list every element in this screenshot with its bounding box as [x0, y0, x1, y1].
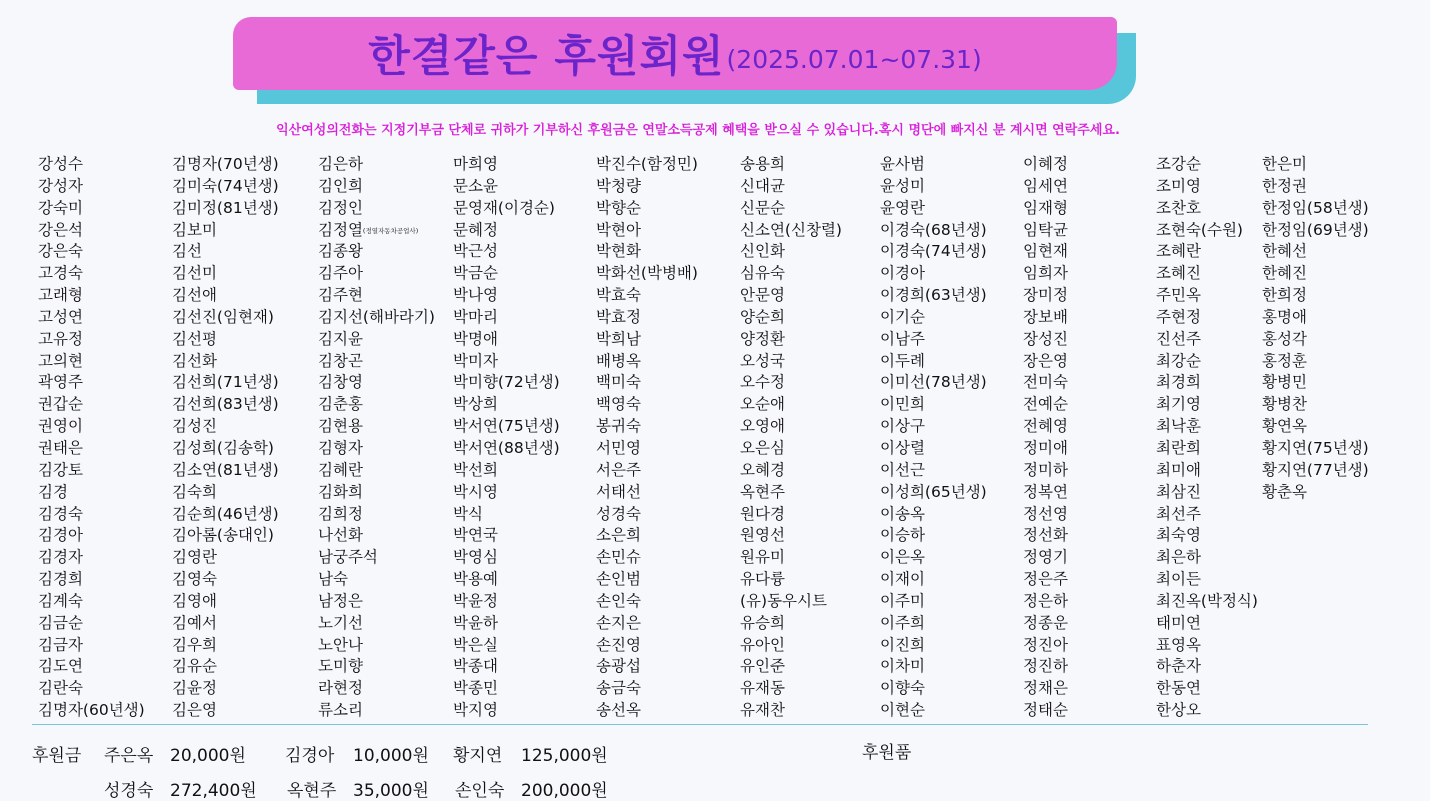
member-name: 최은하 — [1156, 548, 1201, 567]
member-name: 김우희 — [172, 635, 217, 654]
member-name: 김선희(83년생) — [172, 395, 279, 414]
member-name: 정채은 — [1023, 679, 1068, 698]
member-name: 이향숙 — [880, 679, 925, 698]
member-name: 장은영 — [1023, 351, 1068, 370]
member-name: 박명애 — [453, 329, 498, 348]
member-name: 송금숙 — [596, 679, 641, 698]
member-name: 신대균 — [740, 176, 785, 195]
member-name: 이기순 — [880, 307, 925, 326]
member-name: 신인화 — [740, 242, 785, 261]
member-name: 유재동 — [740, 679, 785, 698]
member-name: 박윤정 — [453, 591, 498, 610]
member-column — [1156, 154, 1258, 722]
member-name: 김영숙 — [172, 570, 217, 589]
member-name: 노기선 — [318, 613, 363, 632]
donation-amount: 200,000원 — [521, 781, 608, 801]
member-column — [880, 154, 987, 722]
donation-amount: 272,400원 — [170, 781, 257, 801]
member-name: 손진영 — [596, 635, 641, 654]
member-name: 원다경 — [740, 504, 785, 523]
member-name: 장미정 — [1023, 286, 1068, 305]
member-name: 이두례 — [880, 351, 925, 370]
member-name: 박금순 — [453, 264, 498, 283]
member-name: 최숙영 — [1156, 526, 1201, 545]
member-name: 김혜란 — [318, 460, 363, 479]
member-name: 마희영 — [453, 155, 498, 173]
member-name: 강은숙 — [38, 242, 83, 261]
member-name: 권영이 — [38, 417, 83, 436]
member-column — [453, 154, 560, 722]
member-name: 박진수(함정민) — [596, 155, 698, 173]
member-name: 이경숙(68년생) — [880, 220, 987, 239]
member-name: 박지영 — [453, 701, 498, 720]
member-name: 한은미 — [1262, 155, 1307, 173]
member-name: 이성희(65년생) — [880, 482, 987, 501]
member-name: 임탁균 — [1023, 220, 1068, 239]
member-name: 한정임(58년생) — [1262, 198, 1369, 217]
donation-amount: 10,000원 — [353, 746, 429, 766]
member-name: 김선미 — [172, 264, 217, 283]
member-name: 조현숙(수원) — [1156, 220, 1243, 239]
member-name: 주현정 — [1156, 307, 1201, 326]
member-name: 배병옥 — [596, 351, 641, 370]
member-name: 홍정훈 — [1262, 351, 1307, 370]
member-name: 김윤정 — [172, 679, 217, 698]
member-name: 김정열(정열자동차공업사) — [318, 220, 419, 239]
member-name: 송광섭 — [596, 657, 641, 676]
member-name: 백미숙 — [596, 373, 641, 392]
member-name: 남숙 — [318, 570, 348, 589]
member-name: 강은석 — [38, 220, 83, 239]
donor-name: 손인숙 — [455, 781, 505, 801]
member-column — [1023, 154, 1068, 722]
member-name: 김선평 — [172, 329, 217, 348]
member-name: 김소연(81년생) — [172, 460, 279, 479]
member-name: 유인준 — [740, 657, 785, 676]
member-name: 박청량 — [596, 176, 641, 195]
member-name: 정은주 — [1023, 570, 1068, 589]
member-name: 박종민 — [453, 679, 498, 698]
member-name: 오영애 — [740, 417, 785, 436]
member-name: 김금자 — [38, 635, 83, 654]
member-name: 정종운 — [1023, 613, 1068, 632]
title-period: (2025.07.01~07.31) — [726, 45, 982, 74]
member-name: 권태은 — [38, 438, 83, 457]
member-name: 김계숙 — [38, 591, 83, 610]
member-name: 진선주 — [1156, 329, 1201, 348]
member-name: 김희정 — [318, 504, 363, 523]
member-name: 손민슈 — [596, 548, 641, 567]
member-name: 장성진 — [1023, 329, 1068, 348]
member-name: 이주희 — [880, 613, 925, 632]
member-name: 정태순 — [1023, 701, 1068, 720]
donor-name: 성경숙 — [104, 781, 154, 801]
member-name: 한정임(69년생) — [1262, 220, 1369, 239]
member-name: 정미애 — [1023, 438, 1068, 457]
member-name: 조강순 — [1156, 155, 1201, 173]
member-name: 김선화 — [172, 351, 217, 370]
member-name: 김은영 — [172, 701, 217, 720]
member-name: 정선화 — [1023, 526, 1068, 545]
member-name: 도미향 — [318, 657, 363, 676]
member-name: 김아롬(송대인) — [172, 526, 274, 545]
member-name: 박미향(72년생) — [453, 373, 560, 392]
member-column — [38, 154, 145, 722]
member-name: 오순애 — [740, 395, 785, 414]
member-name: 나선화 — [318, 526, 363, 545]
member-name: 양순희 — [740, 307, 785, 326]
member-name: 이미선(78년생) — [880, 373, 987, 392]
member-name: 박효정 — [596, 307, 641, 326]
member-name: 표영옥 — [1156, 635, 1201, 654]
member-name: 문영재(이경순) — [453, 198, 555, 217]
member-name: 이민희 — [880, 395, 925, 414]
donation-amount: 20,000원 — [170, 746, 246, 766]
member-name: 박서연(75년생) — [453, 417, 560, 436]
member-name: 고성연 — [38, 307, 83, 326]
member-name: 유재찬 — [740, 701, 785, 720]
member-name: 심유숙 — [740, 264, 785, 283]
member-name: 김선애 — [172, 286, 217, 305]
member-column — [596, 154, 698, 722]
member-name: 김지윤 — [318, 329, 363, 348]
goods-label: 후원품 — [862, 743, 912, 763]
member-name: 김보미 — [172, 220, 217, 239]
member-name: 이경희(63년생) — [880, 286, 987, 305]
member-name: 박희남 — [596, 329, 641, 348]
member-name: 원유미 — [740, 548, 785, 567]
member-name: 김선희(71년생) — [172, 373, 279, 392]
member-name: 박은실 — [453, 635, 498, 654]
member-name: 김인희 — [318, 176, 363, 195]
member-name: 김경희 — [38, 570, 83, 589]
member-name: 최미애 — [1156, 460, 1201, 479]
donation-label: 후원금 — [32, 746, 82, 766]
member-name: 김미숙(74년생) — [172, 176, 279, 195]
notice-text: 익산여성의전화는 지정기부금 단체로 귀하가 기부하신 후원금은 연말소득공제 혜택을 받으실 수 있습니다.혹시 명단에 빠지신 분 계시면 연락주세요. — [276, 123, 1120, 138]
member-name: 김선진(임현재) — [172, 307, 274, 326]
member-name: 오은심 — [740, 438, 785, 457]
member-name: 서민영 — [596, 438, 641, 457]
member-name: 김영란 — [172, 548, 217, 567]
member-name: 이상구 — [880, 417, 925, 436]
member-name: 박향순 — [596, 198, 641, 217]
member-name: 유승희 — [740, 613, 785, 632]
member-name: 김주현 — [318, 286, 363, 305]
member-name: 양정환 — [740, 329, 785, 348]
member-name: 한희정 — [1262, 286, 1307, 305]
member-name: 이진희 — [880, 635, 925, 654]
member-column — [318, 154, 435, 722]
member-name: 홍명애 — [1262, 307, 1307, 326]
member-name: 박상희 — [453, 395, 498, 414]
member-name: 손인범 — [596, 570, 641, 589]
member-name: 송용희 — [740, 155, 785, 173]
donor-name: 황지연 — [453, 746, 503, 766]
member-name: 정진아 — [1023, 635, 1068, 654]
member-name: 문혜정 — [453, 220, 498, 239]
member-name: 최삼진 — [1156, 482, 1201, 501]
member-name: 성경숙 — [596, 504, 641, 523]
member-name: 김강토 — [38, 460, 83, 479]
member-name: 박현화 — [596, 242, 641, 261]
member-name: 소은희 — [596, 526, 641, 545]
member-name: 최강순 — [1156, 351, 1201, 370]
donor-name: 김경아 — [285, 746, 335, 766]
member-name: 김화희 — [318, 482, 363, 501]
member-name: 이송옥 — [880, 504, 925, 523]
member-name: 김정인 — [318, 198, 363, 217]
member-name: 전미숙 — [1023, 373, 1068, 392]
member-name: 윤성미 — [880, 176, 925, 195]
member-name: 김영애 — [172, 591, 217, 610]
member-name: 황춘옥 — [1262, 482, 1307, 501]
member-name: 이재이 — [880, 570, 925, 589]
member-name: 황병민 — [1262, 373, 1307, 392]
member-name: 이차미 — [880, 657, 925, 676]
member-name: 한동연 — [1156, 679, 1201, 698]
divider — [32, 724, 1368, 725]
member-name: 김경자 — [38, 548, 83, 567]
member-name: 라현정 — [318, 679, 363, 698]
member-name: 최낙훈 — [1156, 417, 1201, 436]
member-name: 김창영 — [318, 373, 363, 392]
member-name: 박시영 — [453, 482, 498, 501]
donation-amount: 125,000원 — [521, 746, 608, 766]
member-name: 이상렬 — [880, 438, 925, 457]
member-affiliation-note: (정열자동차공업사) — [362, 226, 419, 235]
member-name: 김경아 — [38, 526, 83, 545]
member-name: 하춘자 — [1156, 657, 1201, 676]
member-name: 정은하 — [1023, 591, 1068, 610]
member-name: 조혜진 — [1156, 264, 1201, 283]
member-name: 박용예 — [453, 570, 498, 589]
member-name: 유다륭 — [740, 570, 785, 589]
member-name: 이은옥 — [880, 548, 925, 567]
member-name: 김금순 — [38, 613, 83, 632]
member-name: 안문영 — [740, 286, 785, 305]
member-name: 황지연(77년생) — [1262, 460, 1369, 479]
member-name: 최이든 — [1156, 570, 1201, 589]
member-name: 손인숙 — [596, 591, 641, 610]
member-name: 최선주 — [1156, 504, 1201, 523]
member-name: 임재형 — [1023, 198, 1068, 217]
member-name: 조혜란 — [1156, 242, 1201, 261]
member-name: 고의현 — [38, 351, 83, 370]
member-name: 정선영 — [1023, 504, 1068, 523]
member-name: 박미자 — [453, 351, 498, 370]
member-name: 김명자(70년생) — [172, 155, 279, 173]
member-name: 황연옥 — [1262, 417, 1307, 436]
member-name: 박식 — [453, 504, 483, 523]
member-name: 김란숙 — [38, 679, 83, 698]
member-name: 류소리 — [318, 701, 363, 720]
member-name: 강숙미 — [38, 198, 83, 217]
member-name: 박선희 — [453, 460, 498, 479]
member-name: 박마리 — [453, 307, 498, 326]
member-name: 한혜진 — [1262, 264, 1307, 283]
member-name: 김종왕 — [318, 242, 363, 261]
member-name: 백영숙 — [596, 395, 641, 414]
member-name: (유)동우시트 — [740, 591, 827, 610]
member-name: 박나영 — [453, 286, 498, 305]
member-name: 김성희(김송학) — [172, 438, 274, 457]
member-name: 박윤하 — [453, 613, 498, 632]
member-name: 이경아 — [880, 264, 925, 283]
member-name: 이주미 — [880, 591, 925, 610]
donation-amount: 35,000원 — [353, 781, 429, 801]
member-name: 최경희 — [1156, 373, 1201, 392]
member-name: 김예서 — [172, 613, 217, 632]
member-name: 장보배 — [1023, 307, 1068, 326]
member-name: 전예순 — [1023, 395, 1068, 414]
member-name: 신문순 — [740, 198, 785, 217]
member-name: 주민옥 — [1156, 286, 1201, 305]
member-name: 김창곤 — [318, 351, 363, 370]
member-name: 이승하 — [880, 526, 925, 545]
member-name: 이혜정 — [1023, 155, 1068, 173]
member-name: 임세연 — [1023, 176, 1068, 195]
member-name: 남정은 — [318, 591, 363, 610]
member-name: 김주아 — [318, 264, 363, 283]
member-name: 신소연(신창렬) — [740, 220, 842, 239]
member-name: 김순희(46년생) — [172, 504, 279, 523]
member-name: 홍성각 — [1262, 329, 1307, 348]
member-name: 오수정 — [740, 373, 785, 392]
donor-name: 옥현주 — [287, 781, 337, 801]
page-title: 한결같은 후원회원 — [368, 32, 725, 82]
member-name: 봉귀숙 — [596, 417, 641, 436]
member-name: 박근성 — [453, 242, 498, 261]
member-name: 이현순 — [880, 701, 925, 720]
member-name: 한혜선 — [1262, 242, 1307, 261]
member-name: 김지선(해바라기) — [318, 307, 435, 326]
member-name: 서태선 — [596, 482, 641, 501]
member-name: 전혜영 — [1023, 417, 1068, 436]
member-column — [1262, 154, 1369, 504]
member-name: 김숙희 — [172, 482, 217, 501]
member-name: 유아인 — [740, 635, 785, 654]
member-name: 김유순 — [172, 657, 217, 676]
member-name: 남궁주석 — [318, 548, 378, 567]
member-name: 김경숙 — [38, 504, 83, 523]
member-name: 김현용 — [318, 417, 363, 436]
member-name: 정영기 — [1023, 548, 1068, 567]
member-name: 박서연(88년생) — [453, 438, 560, 457]
member-name: 김성진 — [172, 417, 217, 436]
member-name: 임희자 — [1023, 264, 1068, 283]
member-name: 김춘홍 — [318, 395, 363, 414]
member-name: 이선근 — [880, 460, 925, 479]
member-name: 고유정 — [38, 329, 83, 348]
member-name: 박종대 — [453, 657, 498, 676]
member-name: 윤사범 — [880, 155, 925, 173]
member-name: 윤영란 — [880, 198, 925, 217]
member-name: 한상오 — [1156, 701, 1201, 720]
member-name: 김도연 — [38, 657, 83, 676]
member-name: 최진옥(박정식) — [1156, 591, 1258, 610]
member-name: 정미하 — [1023, 460, 1068, 479]
member-name: 강성수 — [38, 155, 83, 173]
member-name: 조찬호 — [1156, 198, 1201, 217]
member-name: 최란희 — [1156, 438, 1201, 457]
member-name: 박효숙 — [596, 286, 641, 305]
member-name: 조미영 — [1156, 176, 1201, 195]
member-name: 서은주 — [596, 460, 641, 479]
member-name: 김선 — [172, 242, 202, 261]
member-name: 오성국 — [740, 351, 785, 370]
member-name: 원영선 — [740, 526, 785, 545]
member-name: 옥현주 — [740, 482, 785, 501]
member-name: 김미정(81년생) — [172, 198, 279, 217]
member-name: 김명자(60년생) — [38, 701, 145, 720]
member-name: 고래형 — [38, 286, 83, 305]
member-name: 태미연 — [1156, 613, 1201, 632]
member-name: 노안나 — [318, 635, 363, 654]
member-name: 한정권 — [1262, 176, 1307, 195]
member-name: 김은하 — [318, 155, 363, 173]
member-name: 송선옥 — [596, 701, 641, 720]
member-name: 권갑순 — [38, 395, 83, 414]
member-name: 문소윤 — [453, 176, 498, 195]
member-name: 박화선(박병배) — [596, 264, 698, 283]
member-name: 고경숙 — [38, 264, 83, 283]
member-name: 이남주 — [880, 329, 925, 348]
member-column — [740, 154, 842, 722]
member-name: 황병찬 — [1262, 395, 1307, 414]
member-name: 곽영주 — [38, 373, 83, 392]
title-banner — [233, 17, 1117, 90]
member-name: 김경 — [38, 482, 68, 501]
member-name: 황지연(75년생) — [1262, 438, 1369, 457]
member-name: 오혜경 — [740, 460, 785, 479]
donor-name: 주은옥 — [104, 746, 154, 766]
member-name: 박현아 — [596, 220, 641, 239]
member-name: 최기영 — [1156, 395, 1201, 414]
member-name: 이경숙(74년생) — [880, 242, 987, 261]
member-name: 정진하 — [1023, 657, 1068, 676]
member-column — [172, 154, 279, 722]
member-name: 임현재 — [1023, 242, 1068, 261]
member-name: 정복연 — [1023, 482, 1068, 501]
member-name: 김형자 — [318, 438, 363, 457]
member-name: 강성자 — [38, 176, 83, 195]
member-name: 박영심 — [453, 548, 498, 567]
member-name: 박연국 — [453, 526, 498, 545]
member-name: 손지은 — [596, 613, 641, 632]
